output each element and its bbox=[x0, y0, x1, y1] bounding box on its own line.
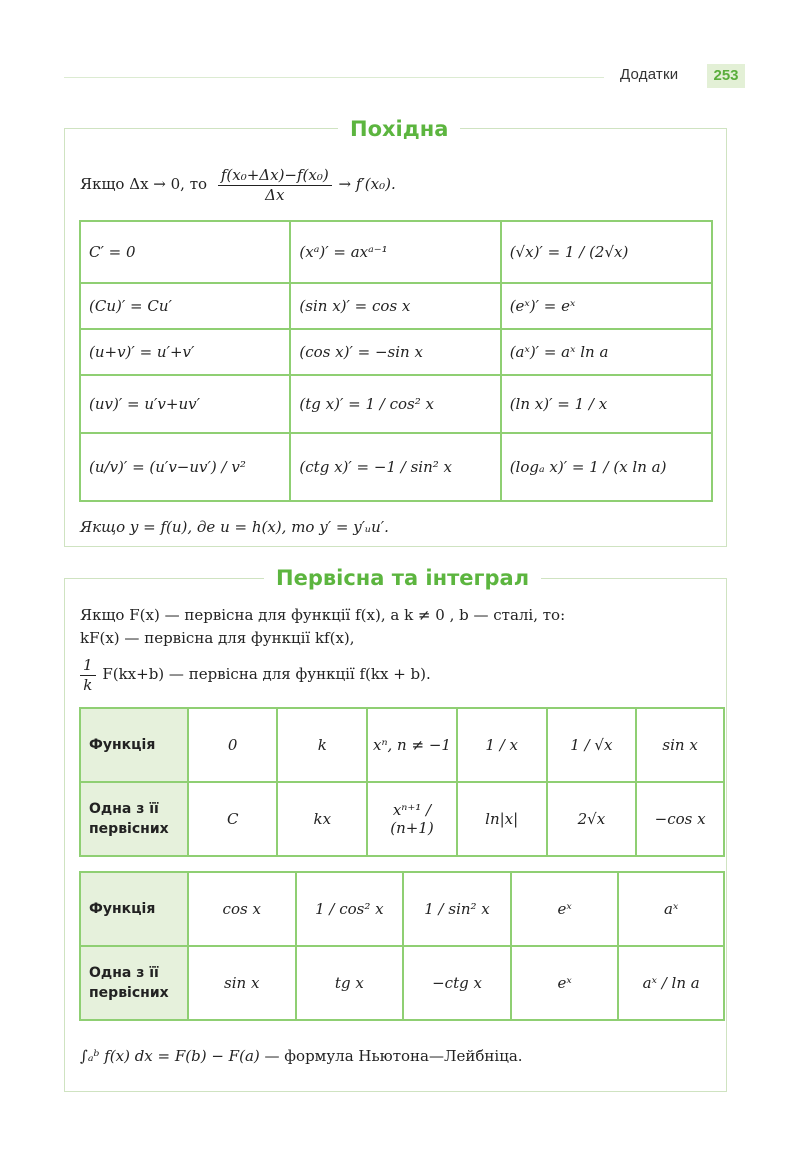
derivative-cell: (aˣ)′ = aˣ ln a bbox=[501, 329, 712, 375]
derivative-cell: (Cu)′ = Cu′ bbox=[80, 283, 290, 329]
derivative-table bbox=[79, 220, 713, 502]
derivative-cell: (tg x)′ = 1 / cos² x bbox=[290, 375, 500, 433]
derivative-cell: (ctg x)′ = −1 / sin² x bbox=[290, 433, 500, 501]
integral-line-3 bbox=[78, 654, 431, 695]
derivative-cell: (ln x)′ = 1 / x bbox=[501, 375, 712, 433]
function-cell: 1 / √x bbox=[547, 708, 637, 782]
newton-leibniz-label: — формула Ньютона—Лейбніца. bbox=[264, 1047, 523, 1065]
antiderivative-cell: xⁿ⁺¹ / (n+1) bbox=[367, 782, 457, 856]
newton-leibniz-formula: ∫ₐᵇ f(x) dx = F(b) − F(a) bbox=[80, 1047, 260, 1065]
row-header-function: Функція bbox=[80, 872, 188, 946]
function-cell: 1 / sin² x bbox=[403, 872, 511, 946]
integral-line-3-fraction bbox=[80, 656, 96, 695]
derivative-intro-denominator: Δx bbox=[265, 185, 285, 204]
antiderivative-table-1 bbox=[79, 707, 725, 857]
page-number: 253 bbox=[707, 64, 745, 88]
antiderivative-cell: 2√x bbox=[547, 782, 637, 856]
integral-title: Первісна та інтеграл bbox=[264, 565, 541, 591]
antiderivative-table-2 bbox=[79, 871, 725, 1021]
derivative-cell: (sin x)′ = cos x bbox=[290, 283, 500, 329]
antiderivative-cell: −cos x bbox=[636, 782, 724, 856]
chain-rule: Якщо y = f(u), де u = h(x), то y′ = y′ᵤu′. bbox=[80, 518, 389, 536]
row-header-function: Функція bbox=[80, 708, 188, 782]
derivative-intro bbox=[80, 162, 396, 206]
derivative-cell: (xᵃ)′ = axᵃ⁻¹ bbox=[290, 221, 500, 283]
function-cell: eˣ bbox=[511, 872, 619, 946]
function-cell: aˣ bbox=[618, 872, 724, 946]
integral-line-3-suffix: F(kx+b) — первісна для функції f(kx + b). bbox=[102, 665, 431, 683]
derivative-intro-prefix: Якщо Δx → 0, то bbox=[80, 175, 208, 193]
header-section-label: Додатки bbox=[620, 66, 679, 83]
antiderivative-cell: ln|x| bbox=[457, 782, 547, 856]
derivative-cell: (u+v)′ = u′+v′ bbox=[80, 329, 290, 375]
function-cell: xⁿ, n ≠ −1 bbox=[367, 708, 457, 782]
function-cell: 0 bbox=[188, 708, 278, 782]
function-cell: 1 / cos² x bbox=[296, 872, 404, 946]
antiderivative-cell: sin x bbox=[188, 946, 296, 1020]
newton-leibniz bbox=[80, 1046, 523, 1066]
row-header-antiderivative: Одна з її первісних bbox=[80, 946, 188, 1020]
integral-line-1: Якщо F(x) — первісна для функції f(x), а k ≠ 0 , b — сталі, то: bbox=[80, 606, 566, 624]
derivative-cell: (logₐ x)′ = 1 / (x ln a) bbox=[501, 433, 712, 501]
antiderivative-cell: eˣ bbox=[511, 946, 619, 1020]
header-rule bbox=[64, 77, 604, 78]
derivative-intro-numerator: f(x₀+Δx)−f(x₀) bbox=[218, 166, 332, 186]
integral-line-2: kF(x) — первісна для функції kf(x), bbox=[80, 629, 355, 647]
function-cell: 1 / x bbox=[457, 708, 547, 782]
derivative-cell: (uv)′ = u′v+uv′ bbox=[80, 375, 290, 433]
fraction-denominator: k bbox=[83, 675, 93, 694]
derivative-title: Похідна bbox=[338, 116, 460, 142]
derivative-cell: (eˣ)′ = eˣ bbox=[501, 283, 712, 329]
derivative-cell: C′ = 0 bbox=[80, 221, 290, 283]
antiderivative-cell: C bbox=[188, 782, 278, 856]
antiderivative-cell: aˣ / ln a bbox=[618, 946, 724, 1020]
fraction-numerator: 1 bbox=[80, 656, 96, 676]
derivative-cell: (cos x)′ = −sin x bbox=[290, 329, 500, 375]
function-cell: sin x bbox=[636, 708, 724, 782]
derivative-intro-suffix: → f′(x₀). bbox=[338, 175, 396, 193]
antiderivative-cell: kx bbox=[277, 782, 367, 856]
function-cell: cos x bbox=[188, 872, 296, 946]
derivative-cell: (u/v)′ = (u′v−uv′) / v² bbox=[80, 433, 290, 501]
row-header-antiderivative: Одна з її первісних bbox=[80, 782, 188, 856]
derivative-intro-fraction bbox=[218, 166, 332, 205]
derivative-cell: (√x)′ = 1 / (2√x) bbox=[501, 221, 712, 283]
function-cell: k bbox=[277, 708, 367, 782]
antiderivative-cell: tg x bbox=[296, 946, 404, 1020]
antiderivative-cell: −ctg x bbox=[403, 946, 511, 1020]
